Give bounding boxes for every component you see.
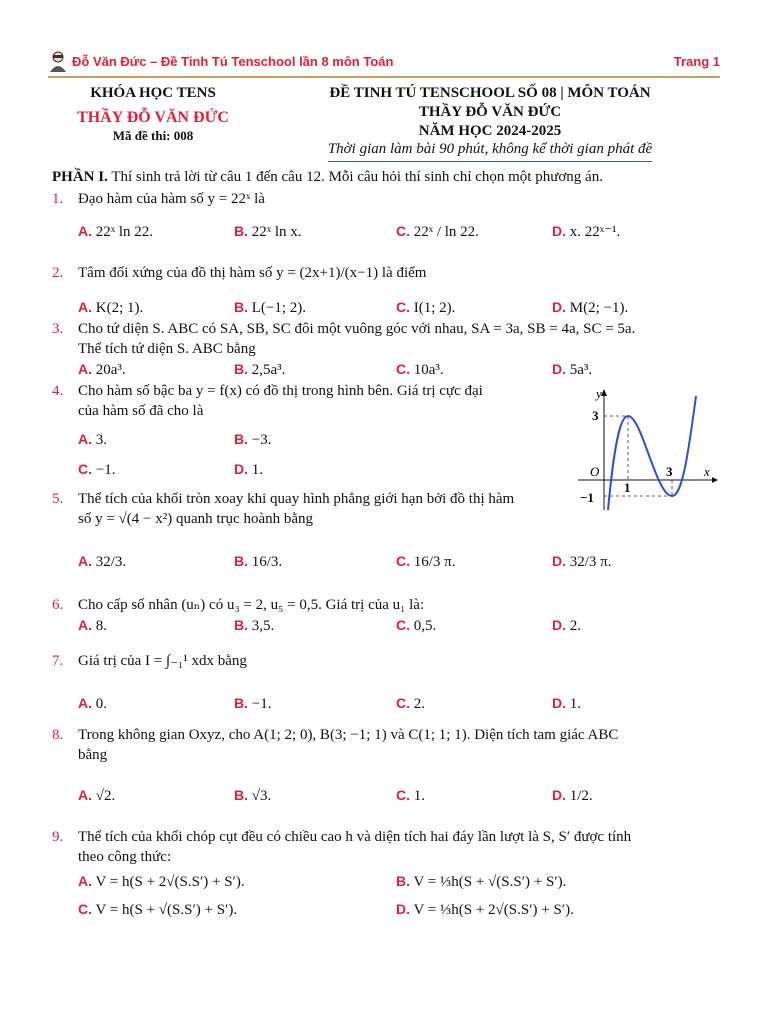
question-text: Cho hàm số bậc ba y = f(x) có đồ thị trong hình bên. Giá trị cực đại — [78, 383, 483, 399]
question-number: 6. — [52, 597, 64, 613]
question-text-line2: Thể tích tứ diện S. ABC bằng — [78, 341, 256, 357]
option-d[interactable]: 5a³. — [569, 362, 593, 378]
option-c[interactable]: 0,5. — [413, 618, 437, 634]
option-c[interactable]: −1. — [95, 462, 116, 478]
question-text: Tâm đối xứng của đồ thị hàm số y = (2x+1)/(x−1) là điểm — [78, 265, 427, 281]
part-text: Thí sinh trả lời từ câu 1 đến câu 12. Mỗi câu hỏi thí sinh chỉ chọn một phương án. — [107, 169, 603, 185]
page-number: Trang 1 — [673, 54, 720, 69]
question-text: Thể tích của khối tròn xoay khi quay hình phẳng giới hạn bởi đồ thị hàm — [78, 491, 515, 507]
option-b[interactable]: √3. — [251, 788, 272, 804]
exam-time: Thời gian làm bài 90 phút, không kể thời gian phát đề — [328, 140, 652, 162]
option-a[interactable]: 3. — [95, 432, 107, 448]
exam-code: Mã đề thi: 008 — [112, 128, 194, 144]
cubic-function-graph — [570, 386, 720, 516]
option-d[interactable]: 1/2. — [569, 788, 593, 804]
exam-content — [52, 168, 720, 918]
function-curve — [608, 396, 696, 510]
question-text-line2: số y = √(4 − x²) quanh trục hoành bằng — [78, 511, 314, 527]
question-2: 2. Tâm đối xứng của đồ thị hàm số y = (2x+1)/(x−1) là điểm A. K(2; 1). B. L(−1; 2). C. I(1; 2). D. M(2; −1). — [52, 264, 720, 318]
header-title: Đỗ Văn Đức – Đề Tinh Tú Tenschool lần 8 môn Toán — [72, 54, 394, 69]
option-b[interactable]: 2,5a³. — [251, 362, 286, 378]
question-5: 5. Thể tích của khối tròn xoay khi quay hình phẳng giới hạn bởi đồ thị hàm số y = √(4 − x²) quanh trục hoành bằng A. 32/3. B. 16/3. C. 16/3 π. D. 32/3 π. — [52, 490, 720, 580]
question-1: 1. Đạo hàm của hàm số y = 22ˣ là A. 22ˣ ln 22. B. 22ˣ ln x. C. 22ˣ / ln 22. D. x. 22ˣ⁻¹. — [52, 190, 720, 250]
option-b[interactable]: 16/3. — [251, 554, 283, 570]
option-d[interactable]: 1. — [251, 462, 263, 478]
option-a[interactable]: 22ˣ ln 22. — [95, 224, 154, 240]
question-4: 4. Cho hàm số bậc ba y = f(x) có đồ thị trong hình bên. Giá trị cực đại của hàm số đã cho là A. 3. B. −3. C. −1. D. 1. — [52, 382, 720, 478]
question-number: 9. — [52, 829, 64, 845]
option-d[interactable]: 32/3 π. — [569, 554, 612, 570]
option-a[interactable]: 20a³. — [95, 362, 126, 378]
exam-teacher: THẦY ĐỖ VĂN ĐỨC — [418, 103, 562, 120]
tick-y-neg1: −1 — [580, 490, 594, 505]
option-c[interactable]: V = h(S + √(S.S′) + S′). — [95, 902, 238, 918]
option-a[interactable]: √2. — [95, 788, 116, 804]
question-text-line2: theo công thức: — [78, 849, 172, 865]
option-b[interactable]: 3,5. — [251, 618, 275, 634]
option-d[interactable]: x. 22ˣ⁻¹. — [569, 224, 621, 240]
question-number: 3. — [52, 321, 64, 337]
tick-x-3: 3 — [666, 464, 673, 479]
question-text: Trong không gian Oxyz, cho A(1; 2; 0), B(3; −1; 1) và C(1; 1; 1). Diện tích tam giác ABC — [78, 727, 619, 743]
exam-year: NĂM HỌC 2024-2025 — [418, 122, 562, 139]
part-label: PHẦN I. — [52, 169, 108, 185]
question-text: Giá trị của I = ∫₋₁¹ xdx bằng — [78, 653, 247, 669]
option-a[interactable]: K(2; 1). — [95, 300, 144, 316]
option-a[interactable]: V = h(S + 2√(S.S′) + S′). — [95, 874, 245, 890]
course-teacher: THẦY ĐỖ VĂN ĐỨC — [77, 108, 229, 126]
option-c[interactable]: 16/3 π. — [413, 554, 456, 570]
page-header — [48, 50, 720, 78]
y-axis-arrow-icon — [601, 389, 607, 396]
exam-title: ĐỀ TINH TÚ TENSCHOOL SỐ 08 | MÔN TOÁN — [329, 85, 651, 101]
exam-title-block — [290, 84, 690, 162]
question-text: Đạo hàm của hàm số y = 22ˣ là — [78, 191, 265, 207]
question-8: 8. Trong không gian Oxyz, cho A(1; 2; 0), B(3; −1; 1) và C(1; 1; 1). Diện tích tam giác ABC bằng A. √2. B. √3. C. 1. D. 1/2. — [52, 726, 720, 814]
author-avatar-icon — [48, 50, 68, 72]
question-text-line2: của hàm số đã cho là — [78, 403, 204, 419]
option-d[interactable]: V = ⅓h(S + 2√(S.S′) + S′). — [413, 902, 574, 918]
question-text: Thể tích của khối chóp cụt đều có chiều cao h và diện tích hai đáy lần lượt là S, S′ được tính — [78, 829, 632, 845]
question-number: 7. — [52, 653, 64, 669]
option-a[interactable]: 32/3. — [95, 554, 127, 570]
option-b[interactable]: L(−1; 2). — [251, 300, 307, 316]
tick-y-3: 3 — [592, 408, 599, 423]
question-7: 7. Giá trị của I = ∫₋₁¹ xdx bằng A. 0. B. −1. C. 2. D. 1. — [52, 652, 720, 716]
option-b[interactable]: −1. — [251, 696, 272, 712]
option-a[interactable]: 8. — [95, 618, 107, 634]
option-c[interactable]: 2. — [413, 696, 425, 712]
question-text: Cho tứ diện S. ABC có SA, SB, SC đôi một vuông góc với nhau, SA = 3a, SB = 4a, SC = 5a. — [78, 321, 636, 337]
question-3: 3. Cho tứ diện S. ABC có SA, SB, SC đôi một vuông góc với nhau, SA = 3a, SB = 4a, SC = 5a. Thể tích tứ diện S. ABC bằng A. 20a³. B. 2,5a³. C. 10a³. D. 5a³. — [52, 320, 720, 380]
question-text-line2: bằng — [78, 747, 108, 763]
option-a[interactable]: 0. — [95, 696, 107, 712]
option-c[interactable]: I(1; 2). — [413, 300, 456, 316]
question-number: 4. — [52, 383, 64, 399]
question-text: Cho cấp số nhân (uₙ) có u₃ = 2, u₅ = 0,5. Giá trị của u₁ là: — [78, 597, 425, 613]
question-6: 6. Cho cấp số nhân (uₙ) có u₃ = 2, u₅ = 0,5. Giá trị của u₁ là: A. 8. B. 3,5. C. 0,5. D. 2. — [52, 596, 720, 640]
question-number: 1. — [52, 191, 64, 207]
course-block — [48, 84, 258, 145]
option-d[interactable]: 1. — [569, 696, 581, 712]
tick-x-1: 1 — [624, 480, 631, 495]
origin-label: O — [590, 464, 600, 479]
option-b[interactable]: V = ⅓h(S + √(S.S′) + S′). — [413, 874, 567, 890]
option-c[interactable]: 10a³. — [413, 362, 444, 378]
y-label: y — [596, 386, 602, 401]
option-b[interactable]: −3. — [251, 432, 272, 448]
course-name: KHÓA HỌC TENS — [90, 85, 216, 101]
option-d[interactable]: 2. — [569, 618, 581, 634]
question-number: 5. — [52, 491, 64, 507]
x-label: x — [704, 464, 710, 479]
question-number: 2. — [52, 265, 64, 281]
option-d[interactable]: M(2; −1). — [569, 300, 629, 316]
question-number: 8. — [52, 727, 64, 743]
option-c[interactable]: 22ˣ / ln 22. — [413, 224, 479, 240]
question-9: 9. Thể tích của khối chóp cụt đều có chiều cao h và diện tích hai đáy lần lượt là S, S′ được tính theo công thức: A. V = h(S + 2√(S.S′) + S′). B. V = ⅓h(S + √(S.S′) + S′). C. V = h(S + √(S.S′) + S′). D. V = ⅓h(S + 2√(S.S′) + S′). — [52, 828, 720, 928]
option-b[interactable]: 22ˣ ln x. — [251, 224, 302, 240]
x-axis-arrow-icon — [712, 477, 718, 483]
part-intro — [52, 168, 720, 188]
option-c[interactable]: 1. — [413, 788, 425, 804]
